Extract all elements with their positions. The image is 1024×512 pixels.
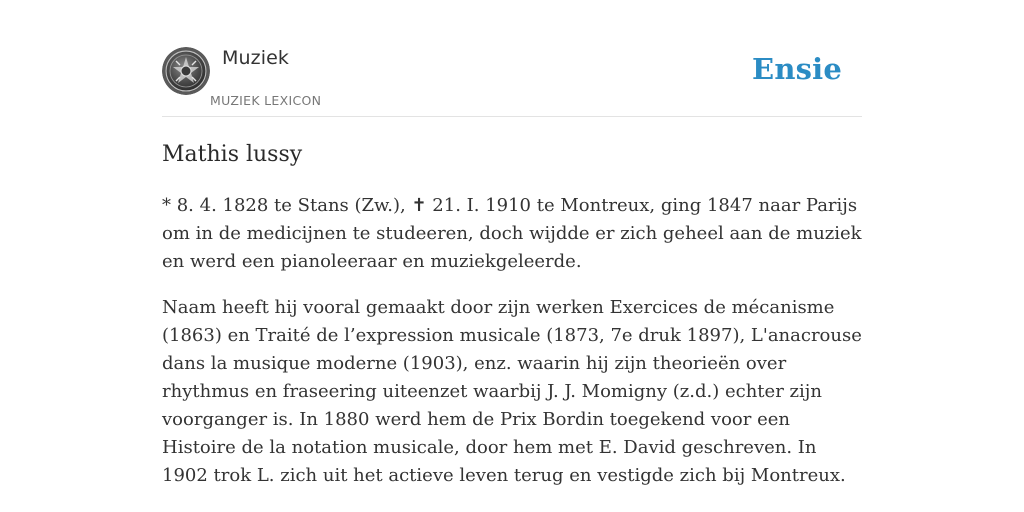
page-title: Mathis lussy bbox=[162, 142, 303, 167]
avatar[interactable] bbox=[162, 47, 210, 95]
page bbox=[162, 0, 862, 512]
site-name[interactable]: Muziek bbox=[222, 47, 289, 69]
brand-logo[interactable]: Ensie bbox=[752, 52, 842, 86]
article-body bbox=[162, 192, 862, 508]
header bbox=[162, 0, 862, 117]
paragraph: * 8. 4. 1828 te Stans (Zw.), ✝ 21. I. 1910 te Montreux, ging 1847 naar Parijs om in de medicijnen te studeeren, doch wijdde er zich geheel aan de muziek en werd een pianoleeraar en muziekgeleerde. bbox=[162, 195, 862, 272]
emblem-logo-icon bbox=[162, 47, 210, 95]
site-subtitle: MUZIEK LEXICON bbox=[210, 93, 322, 108]
paragraph: Naam heeft hij vooral gemaakt door zijn werken Exercices de mécanisme (1863) en Traité de l’expression musicale (1873, 7e druk 1897), L'anacrouse dans la musique moderne (1903), enz. waarin hij zijn theorieën over rhythmus en fraseering uiteenzet waarbij J. J. Momigny (z.d.) echter zijn voorganger is. In 1880 werd hem de Prix Bordin toegekend voor een Histoire de la notation musicale, door hem met E. David geschreven. In 1902 trok L. zich uit het actieve leven terug en vestigde zich bij Montreux. bbox=[162, 297, 862, 486]
